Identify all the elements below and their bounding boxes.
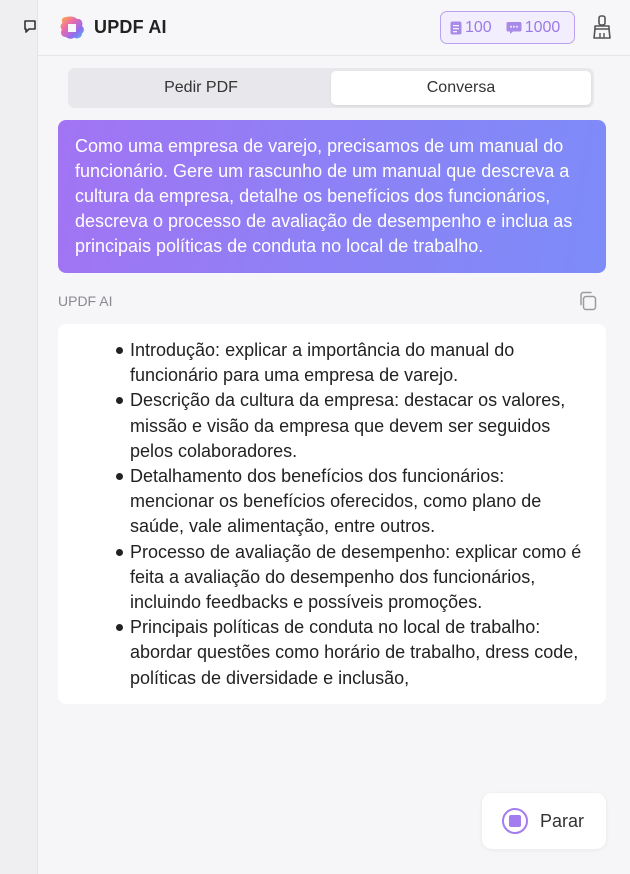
list-item bbox=[116, 540, 586, 616]
mode-tabs bbox=[68, 68, 594, 108]
brush-icon[interactable] bbox=[591, 14, 613, 40]
ai-sender-label: UPDF AI bbox=[58, 293, 113, 309]
chat-icon bbox=[506, 21, 522, 35]
pdf-credits bbox=[450, 19, 492, 37]
ai-response-card bbox=[58, 324, 606, 704]
user-prompt-bubble bbox=[58, 120, 606, 273]
list-item bbox=[116, 615, 586, 691]
list-item-text: Principais políticas de conduta no local de trabalho: abordar questões como horário de trabalho, dress code, políticas de diversidade e inclusão, bbox=[130, 617, 579, 688]
list-item-text: Descrição da cultura da empresa: destacar os valores, missão e visão da empresa que devem ser seguidos pelos colaboradores. bbox=[130, 390, 566, 461]
app-title: UPDF AI bbox=[94, 17, 167, 37]
list-item-text: Detalhamento dos benefícios dos funcionários: mencionar os benefícios oferecidos, como plano de saúde, vale alimentação, entre outros. bbox=[130, 466, 542, 537]
bullet-icon bbox=[116, 473, 123, 480]
left-sidebar-strip bbox=[0, 0, 38, 874]
list-item-text: Processo de avaliação de desempenho: explicar como é feita a avaliação do desempenho dos funcionários, incluindo feedbacks e possíveis promoções. bbox=[130, 541, 582, 613]
updf-logo-icon bbox=[58, 14, 86, 42]
list-item-text: Introdução: explicar a importância do manual do funcionário para uma empresa de varejo. bbox=[130, 340, 515, 386]
stop-button-label: Parar bbox=[540, 810, 585, 831]
bullet-icon bbox=[116, 397, 123, 404]
tab-ask-pdf[interactable]: Pedir PDF bbox=[164, 79, 238, 96]
list-item bbox=[116, 388, 586, 464]
panel-header bbox=[38, 0, 630, 56]
ai-panel bbox=[38, 0, 630, 874]
bullet-icon bbox=[116, 347, 123, 354]
stop-generating-button[interactable] bbox=[482, 793, 606, 849]
credits-badge[interactable] bbox=[440, 11, 575, 44]
tab-chat[interactable]: Conversa bbox=[331, 71, 591, 105]
copy-icon[interactable] bbox=[577, 290, 599, 312]
document-icon bbox=[450, 21, 462, 35]
stop-icon bbox=[502, 808, 528, 834]
chat-credits bbox=[506, 19, 561, 37]
pdf-credits-count: 100 bbox=[465, 18, 492, 36]
chat-credits-count: 1000 bbox=[524, 18, 561, 36]
list-item bbox=[116, 338, 586, 388]
list-item bbox=[116, 464, 586, 540]
bullet-icon bbox=[116, 624, 123, 631]
bullet-icon bbox=[116, 549, 123, 556]
response-list bbox=[116, 338, 586, 691]
user-prompt-text: Como uma empresa de varejo, precisamos de um manual do funcionário. Gere um rascunho de um manual que descreva a cultura da empresa, detalhe os benefícios dos funcionários, descreva o processo de avaliação de desempenho e inclua as principais políticas de conduta no local de trabalho. bbox=[75, 136, 573, 256]
